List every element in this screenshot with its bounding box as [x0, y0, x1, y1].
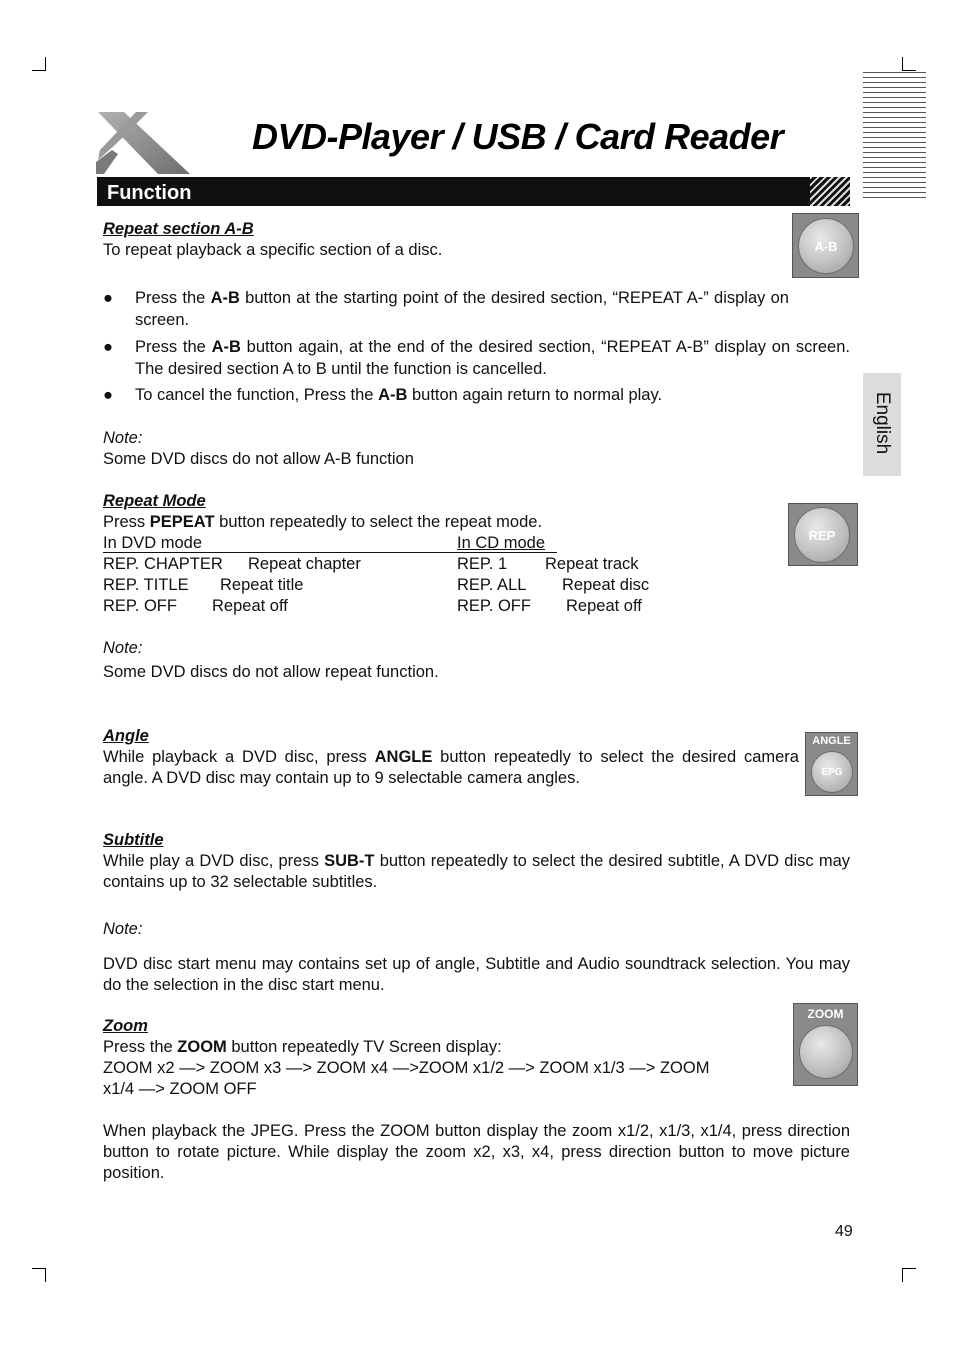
zoom-sequence-line-2: x1/4 —> ZOOM OFF [103, 1080, 257, 1098]
dvd-row-desc: Repeat off [212, 597, 288, 615]
zoom-button-image [793, 1003, 858, 1086]
repeat-ab-note-label: Note: [103, 429, 143, 447]
bullet-text: To cancel the function, Press the A-B button again return to normal play. [135, 386, 663, 404]
page-title: DVD-Player / USB / Card Reader [252, 116, 784, 157]
bullet-text: Press the A-B button at the starting point of the desired section, “REPEAT A-” display on screen. [135, 289, 789, 329]
list-item [103, 384, 850, 406]
cd-row-code: REP. ALL [457, 576, 527, 594]
zoom-button-icon [799, 1025, 853, 1079]
bullet-dot: ● [103, 386, 113, 404]
ab-button-icon [798, 218, 854, 274]
repeat-ab-intro: To repeat playback a specific section of a disc. [103, 241, 443, 259]
rep-button-label: REP [808, 527, 836, 543]
zoom-sequence-line-1: ZOOM x2 —> ZOOM x3 —> ZOOM x4 —>ZOOM x1/2 —> ZOOM x1/3 —> ZOOM [103, 1059, 710, 1077]
cd-row-desc: Repeat off [566, 597, 642, 615]
rep-button-image [788, 503, 858, 566]
ab-button-label: A-B [814, 238, 838, 254]
cd-row-desc: Repeat track [545, 555, 639, 573]
repeat-mode-note-text: Some DVD discs do not allow repeat function. [103, 663, 439, 681]
language-tab-label: English [872, 391, 893, 455]
angle-button-top-label: ANGLE [812, 735, 851, 747]
section-header-bar [97, 177, 850, 206]
repeat-mode-heading: Repeat Mode [103, 492, 206, 510]
dvd-row-code: REP. TITLE [103, 576, 189, 594]
subtitle-note-label: Note: [103, 920, 143, 938]
crop-mark-bottom-right [902, 1268, 916, 1282]
language-tab [863, 373, 901, 476]
repeat-ab-note-text: Some DVD discs do not allow A-B function [103, 450, 414, 468]
dvd-row-code: REP. OFF [103, 597, 177, 615]
zoom-jpeg-text: When playback the JPEG. Press the ZOOM button display the zoom x1/2, x1/3, x1/4, press direction button to rotate picture. While display the zoom x2, x3, x4, press direction button to move picture position. [103, 1122, 850, 1182]
crop-mark-top-left [32, 57, 46, 71]
subtitle-note-text: DVD disc start menu may contains set up of angle, Subtitle and Audio soundtrack selection. You may do the selection in the disc start menu. [103, 955, 850, 994]
zoom-heading: Zoom [103, 1017, 148, 1035]
zoom-intro: Press the ZOOM button repeatedly TV Screen display: [103, 1038, 502, 1056]
cd-row-code: REP. OFF [457, 597, 531, 615]
list-item [103, 287, 789, 331]
angle-button-image [805, 732, 858, 796]
section-bar-pattern [810, 177, 850, 206]
bullet-dot: ● [103, 338, 113, 356]
dvd-row-desc: Repeat title [220, 576, 304, 594]
epg-button-label: EPG [821, 766, 843, 778]
bullet-dot: ● [103, 289, 113, 307]
bullet-text: Press the A-B button again, at the end of the desired section, “REPEAT A-B” display on screen. The desired section A to B until the function is cancelled. [135, 338, 850, 378]
crop-mark-bottom-left [32, 1268, 46, 1282]
repeat-mode-intro: Press PEPEAT button repeatedly to select the repeat mode. [103, 513, 543, 531]
dvd-mode-header: In DVD mode [103, 534, 203, 552]
repeat-ab-heading: Repeat section A-B [103, 220, 254, 238]
angle-text: While playback a DVD disc, press ANGLE button repeatedly to select the desired camera angle. A DVD disc may contain up to 9 selectable camera angles. [103, 748, 799, 787]
rep-button-icon [794, 507, 850, 563]
section-title: Function [107, 182, 192, 204]
subtitle-text: While play a DVD disc, press SUB-T button repeatedly to select the desired subtitle, A DVD disc may contains up to 32 selectable subtitles. [103, 852, 850, 891]
ab-button-image [792, 213, 859, 278]
list-item [103, 336, 850, 380]
crop-mark-top-right [902, 57, 916, 71]
zoom-button-top-label: ZOOM [807, 1007, 844, 1021]
decorative-stripes [863, 72, 926, 200]
dvd-row-code: REP. CHAPTER [103, 555, 223, 573]
subtitle-heading: Subtitle [103, 831, 164, 849]
page-number: 49 [835, 1223, 853, 1240]
repeat-mode-note-label: Note: [103, 639, 143, 657]
dvd-row-desc: Repeat chapter [248, 555, 361, 573]
angle-heading: Angle [103, 727, 149, 745]
brand-logo-icon [96, 110, 192, 176]
cd-row-code: REP. 1 [457, 555, 508, 573]
cd-row-desc: Repeat disc [562, 576, 650, 594]
epg-button-icon [811, 751, 853, 793]
cd-mode-header: In CD mode [457, 534, 546, 552]
